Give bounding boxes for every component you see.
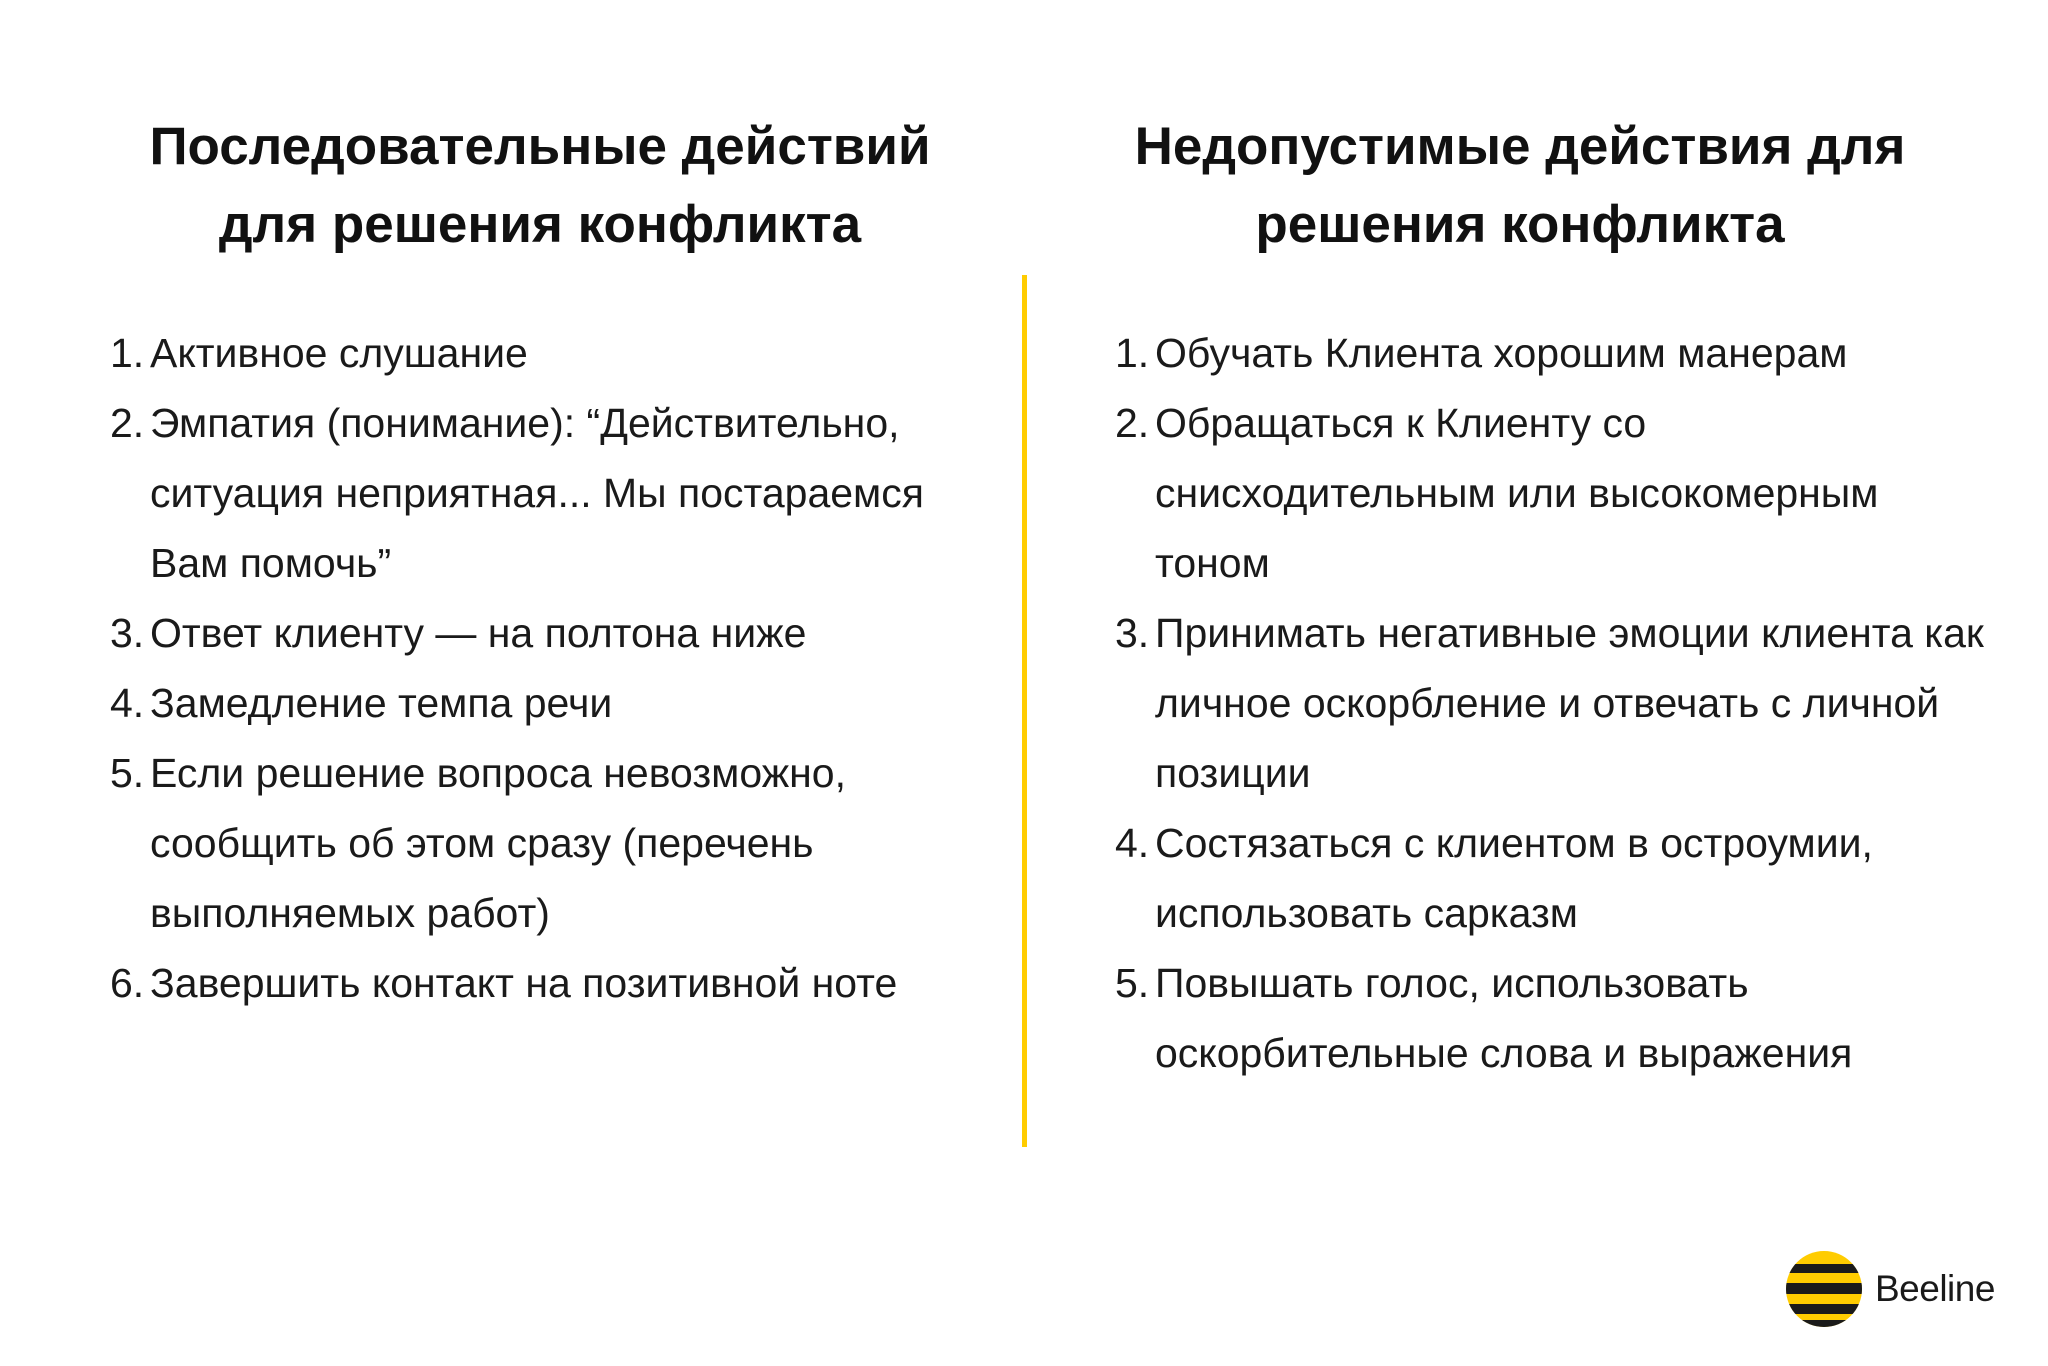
left-title-line2: для решения конфликта xyxy=(218,195,862,254)
right-title-line1: Недопустимые действия для xyxy=(1134,117,1906,176)
list-item xyxy=(1115,318,2015,388)
list-item-text: Эмпатия (понимание): “Действительно, ситуация неприятная... Мы постараемся Вам помочь” xyxy=(150,400,924,586)
list-item xyxy=(110,318,1010,388)
list-item-text: Ответ клиенту — на полтона ниже xyxy=(150,610,807,656)
beeline-logo xyxy=(1785,1250,1995,1328)
list-item-text: Состязаться с клиентом в остроумии, использовать сарказм xyxy=(1155,820,1873,936)
list-item xyxy=(110,668,1010,738)
list-item-number: 5. xyxy=(110,750,145,796)
list-item-number: 4. xyxy=(1115,820,1150,866)
list-item-text: Обучать Клиента хорошим манерам xyxy=(1155,330,1848,376)
list-item-number: 1. xyxy=(110,330,145,376)
list-item xyxy=(110,598,1010,668)
list-item-number: 3. xyxy=(110,610,145,656)
list-item xyxy=(1115,598,2035,808)
list-item-text: Активное слушание xyxy=(150,330,528,376)
list-item-text: Замедление темпа речи xyxy=(150,680,613,726)
list-item-text: Повышать голос, использовать оскорбительные слова и выражения xyxy=(1155,960,1853,1076)
right-column-title xyxy=(1070,108,1970,264)
list-item xyxy=(1115,948,1975,1088)
list-item-text: Обращаться к Клиенту со снисходительным или высокомерным тоном xyxy=(1155,400,1879,586)
list-item xyxy=(110,738,970,948)
list-item-number: 2. xyxy=(110,400,145,446)
right-forbidden-list xyxy=(1115,318,2015,1088)
left-title-line1: Последовательные действий xyxy=(149,117,931,176)
list-item-text: Завершить контакт на позитивной ноте xyxy=(150,960,898,1006)
list-item xyxy=(1115,388,1995,598)
beeline-logo-text: Beeline xyxy=(1875,1268,1995,1309)
list-item-number: 2. xyxy=(1115,400,1150,446)
column-divider xyxy=(1022,275,1027,1147)
list-item xyxy=(110,388,1010,598)
list-item-text: Если решение вопроса невозможно, сообщить об этом сразу (перечень выполняемых работ) xyxy=(150,750,846,936)
right-title-line2: решения конфликта xyxy=(1255,195,1785,254)
list-item-number: 5. xyxy=(1115,960,1150,1006)
list-item-text: Принимать негативные эмоции клиента как личное оскорбление и отвечать с личной позиции xyxy=(1155,610,1984,796)
list-item-number: 3. xyxy=(1115,610,1150,656)
list-item xyxy=(110,948,930,1018)
list-item xyxy=(1115,808,2005,948)
list-item-number: 4. xyxy=(110,680,145,726)
beeline-logo-icon xyxy=(1785,1250,1863,1328)
left-action-list xyxy=(110,318,1010,1018)
list-item-number: 6. xyxy=(110,960,145,1006)
left-column-title xyxy=(80,108,1000,264)
list-item-number: 1. xyxy=(1115,330,1150,376)
